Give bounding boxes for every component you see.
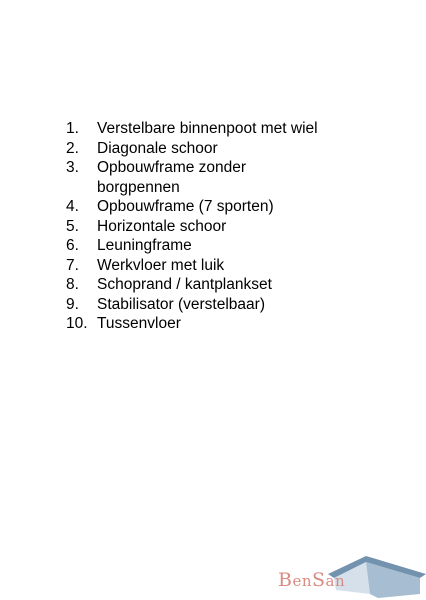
list-item [66, 197, 366, 217]
list-item [66, 295, 366, 315]
list-item [66, 217, 366, 237]
list-item-text: Tussenvloer [97, 315, 181, 332]
list-item-number: 9. [66, 295, 79, 313]
list-item [66, 119, 366, 139]
logo-letter: B [278, 569, 293, 591]
list-item-number: 2. [66, 139, 79, 157]
list-item-text: Verstelbare binnenpoot met wiel [97, 120, 318, 137]
list-item [66, 256, 366, 276]
list-item-number: 10. [66, 315, 88, 332]
list-item-text: Opbouwframe zonder borgpennen [97, 159, 247, 196]
list-item-number: 8. [66, 276, 79, 293]
parts-list [66, 119, 366, 334]
list-item-text: Schoprand / kantplankset [97, 276, 272, 293]
list-item-text: Horizontale schoor [97, 217, 227, 235]
list-item-text: Leuningframe [97, 237, 192, 254]
list-item-text: Diagonale schoor [97, 139, 218, 157]
list-item-text: Stabilisator (verstelbaar) [97, 295, 265, 313]
list-item-number: 3. [66, 159, 79, 176]
list-item-number: 5. [66, 217, 79, 235]
list-item [66, 236, 366, 256]
list-item [66, 275, 366, 295]
bensan-logo [274, 554, 426, 600]
list-item-number: 4. [66, 198, 79, 215]
list-item [66, 139, 366, 159]
logo-letter: S [312, 569, 326, 591]
list-item-number: 6. [66, 237, 79, 254]
list-item-number: 1. [66, 120, 79, 137]
list-item-text: Opbouwframe (7 sporten) [97, 198, 274, 215]
logo-letters: an [325, 572, 346, 590]
logo-letters: en [292, 572, 313, 590]
list-item [66, 314, 366, 334]
list-item [66, 158, 366, 197]
list-item-text: Werkvloer met luik [97, 256, 225, 274]
list-item-number: 7. [66, 256, 79, 274]
logo-wordmark [278, 569, 345, 591]
